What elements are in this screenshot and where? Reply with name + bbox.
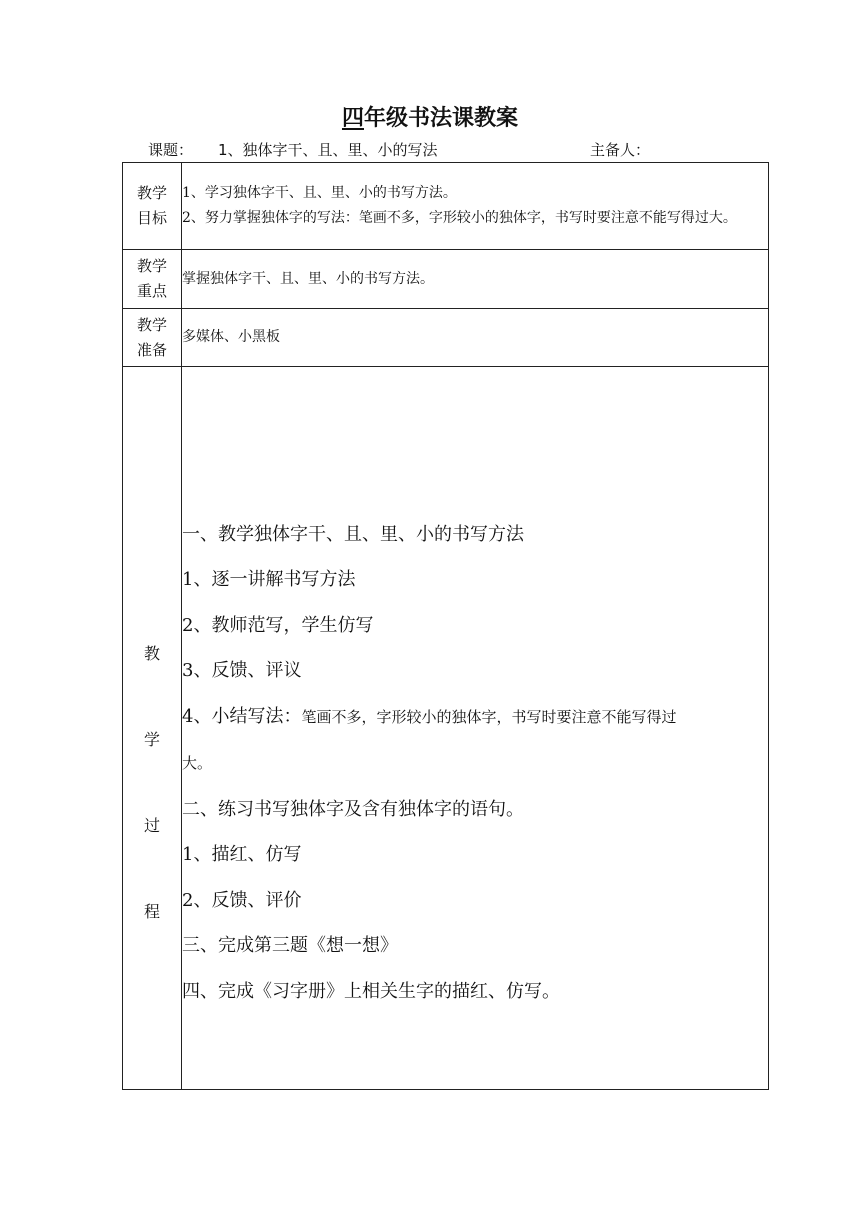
preparation-label-line1: 教学 bbox=[136, 315, 167, 334]
process-step-9 bbox=[182, 878, 768, 924]
preparation-content: 多媒体、小黑板 bbox=[182, 309, 769, 367]
preparer-label: 主备人： bbox=[590, 141, 651, 159]
lesson-meta-row bbox=[124, 139, 767, 161]
goals-label bbox=[123, 163, 182, 250]
grade-number: 四 bbox=[341, 106, 364, 131]
process-step-5 bbox=[182, 694, 768, 741]
process-step-4-text: 3、反馈、评议 bbox=[182, 660, 302, 682]
key-points-row bbox=[123, 250, 769, 309]
process-step-3 bbox=[182, 603, 768, 649]
process-step-11 bbox=[182, 969, 768, 1015]
page-title bbox=[0, 104, 860, 134]
process-step-7 bbox=[182, 787, 768, 833]
process-step-5-text: 4、小结写法： bbox=[182, 705, 302, 727]
process-step-10-text: 三、完成第三题《想一想》 bbox=[182, 935, 398, 957]
process-step-6 bbox=[182, 740, 768, 787]
process-step-11-text: 四、完成《习字册》上相关生字的描红、仿写。 bbox=[182, 980, 560, 1002]
goals-label-line2: 目标 bbox=[136, 209, 167, 227]
process-step-2-text: 1、逐一讲解书写方法 bbox=[182, 569, 356, 591]
process-row bbox=[123, 367, 769, 1090]
key-points-label bbox=[123, 250, 182, 309]
preparation-label bbox=[123, 309, 182, 367]
preparation-row bbox=[123, 309, 769, 367]
process-content bbox=[182, 367, 769, 1090]
process-step-7-text: 二、练习书写独体字及含有独体字的语句。 bbox=[182, 798, 524, 820]
key-points-label-line2: 重点 bbox=[136, 282, 167, 300]
process-step-1 bbox=[182, 512, 768, 558]
process-step-10 bbox=[182, 923, 768, 969]
key-points-label-line1: 教学 bbox=[136, 257, 167, 275]
process-step-5-detail: 笔画不多，字形较小的独体字，书写时要注意不能写得过 bbox=[301, 707, 677, 726]
process-step-4 bbox=[182, 648, 768, 694]
goals-row bbox=[123, 163, 769, 250]
goal-item-2: 2、努力掌握独体字的写法：笔画不多，字形较小的独体字，书写时要注意不能写得过大。 bbox=[182, 210, 737, 226]
process-step-6-detail: 大。 bbox=[182, 754, 213, 773]
goals-content bbox=[182, 163, 769, 250]
subject-label: 课题： bbox=[148, 141, 194, 159]
process-step-8-text: 1、描红、仿写 bbox=[182, 844, 302, 866]
lesson-plan-table bbox=[122, 162, 769, 1090]
process-step-8 bbox=[182, 832, 768, 878]
preparation-label-line2: 准备 bbox=[136, 340, 167, 359]
process-step-2 bbox=[182, 557, 768, 603]
process-label-char-4: 程 bbox=[143, 902, 160, 921]
process-label-char-2: 学 bbox=[143, 730, 160, 749]
process-step-9-text: 2、反馈、评价 bbox=[182, 889, 302, 911]
process-step-1-text: 一、教学独体字干、且、里、小的书写方法 bbox=[182, 523, 524, 545]
goals-label-line1: 教学 bbox=[136, 184, 167, 202]
goal-item-1: 1、学习独体字干、且、里、小的书写方法。 bbox=[182, 185, 457, 201]
key-points-content: 掌握独体字干、且、里、小的书写方法。 bbox=[182, 250, 769, 309]
process-step-3-text: 2、教师范写，学生仿写 bbox=[182, 614, 374, 636]
title-text: 年级书法课教案 bbox=[364, 106, 519, 131]
process-label-char-3: 过 bbox=[143, 816, 160, 835]
subject-value: 1、独体字干、且、里、小的写法 bbox=[218, 141, 438, 159]
process-label bbox=[123, 367, 182, 1090]
process-label-char-1: 教 bbox=[143, 644, 160, 663]
